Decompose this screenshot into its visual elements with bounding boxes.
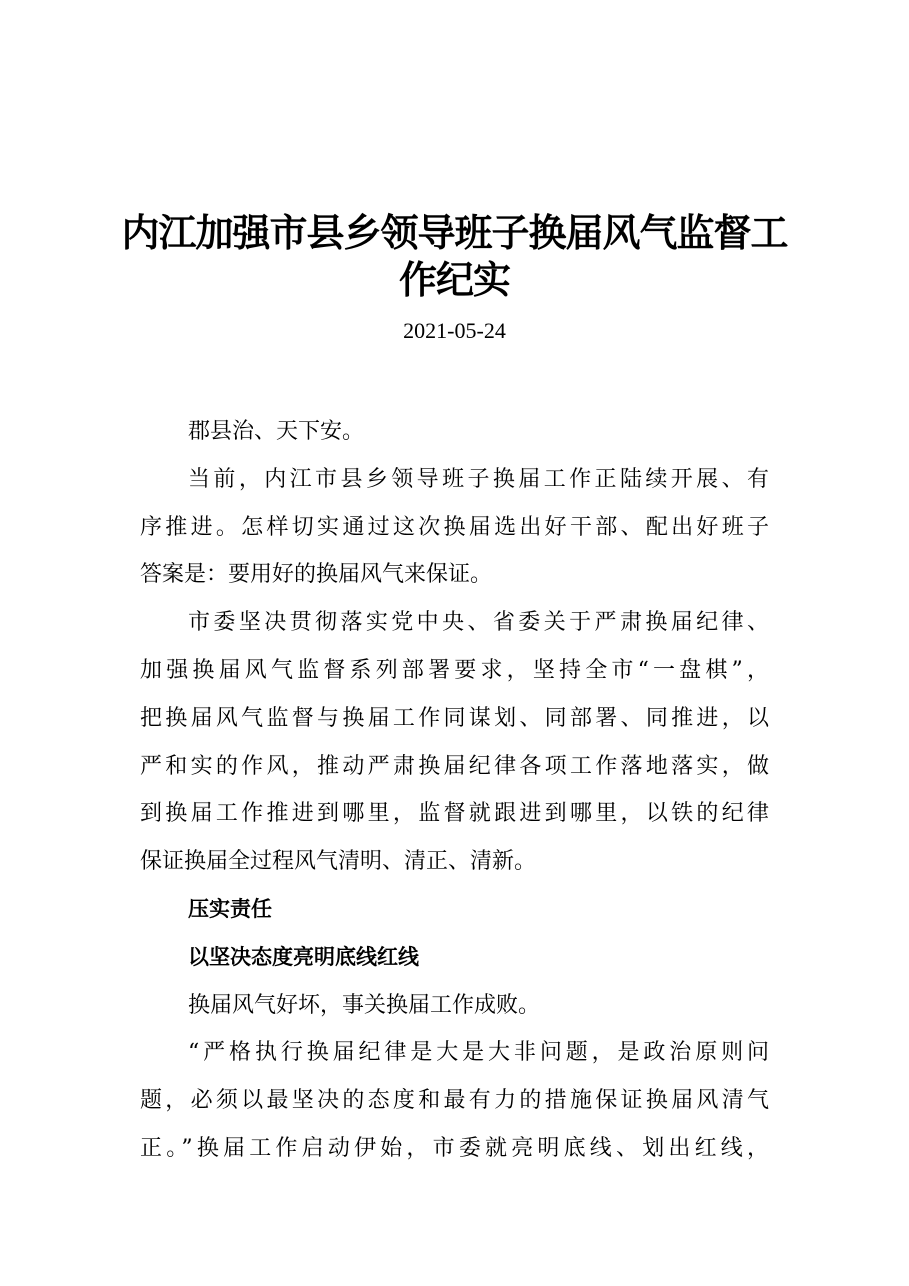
document-title-line-2: 作纪实 — [398, 258, 510, 302]
document-title-line-1: 内江加强市县乡领导班子换届风气监督工 — [121, 211, 788, 255]
paragraph-line: 到换届工作推进到哪里，监督就跟进到哪里，以铁的纪律 — [140, 801, 769, 827]
section-heading: 压实责任 — [188, 896, 272, 921]
publish-date: 2021-05-24 — [403, 318, 506, 343]
paragraph-line: 序推进。怎样切实通过这次换届选出好干部、配出好班子 — [140, 514, 769, 540]
paragraph-line: 严和实的作风，推动严肃换届纪律各项工作落地落实，做 — [140, 753, 769, 779]
paragraph-line: 题，必须以最坚决的态度和最有力的措施保证换届风清气 — [140, 1088, 769, 1114]
paragraph-line: 当前，内江市县乡领导班子换届工作正陆续开展、有 — [188, 466, 769, 492]
paragraph-line: 把换届风气监督与换届工作同谋划、同部署、同推进，以 — [140, 705, 769, 731]
section-subheading: 以坚决态度亮明底线红线 — [188, 944, 419, 969]
paragraph-line: 市委坚决贯彻落实党中央、省委关于严肃换届纪律、 — [188, 610, 769, 636]
paragraph-line: 保证换届全过程风气清明、清正、清新。 — [140, 849, 537, 875]
paragraph-line: 正。”换届工作启动伊始，市委就亮明底线、划出红线， — [140, 1135, 769, 1161]
paragraph-line: 加强换届风气监督系列部署要求，坚持全市“一盘棋”， — [140, 657, 769, 683]
paragraph-line: 答案是：要用好的换届风气来保证。 — [140, 562, 493, 588]
paragraph-line: 郡县治、天下安。 — [188, 419, 365, 444]
article-body — [140, 408, 769, 1173]
paragraph-line: “严格执行换届纪律是大是大非问题，是政治原则问 — [188, 1040, 769, 1066]
paragraph-line: 换届风气好坏，事关换届工作成败。 — [188, 992, 541, 1018]
